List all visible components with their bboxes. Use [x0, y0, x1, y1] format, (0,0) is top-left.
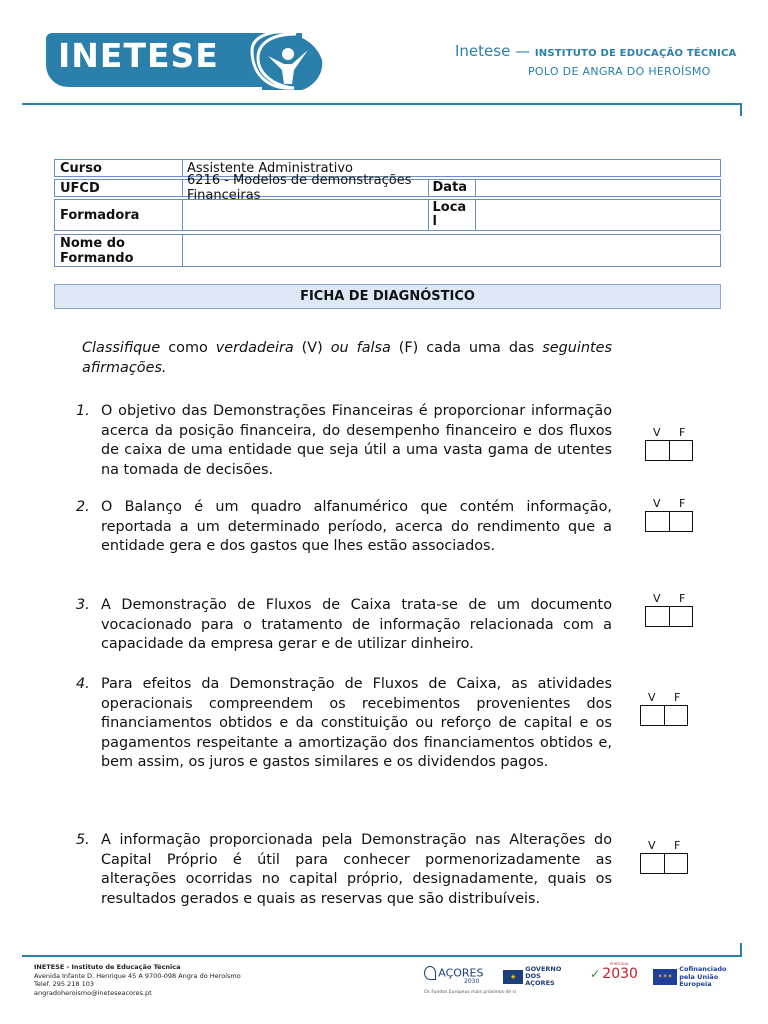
answer-boxes-q1: V F — [645, 426, 693, 461]
data-label: Data — [428, 180, 476, 196]
inetese-logo-text: INETESE — [58, 36, 219, 75]
question-2 — [76, 498, 612, 557]
formadora-field[interactable] — [183, 200, 428, 230]
inetese-person-emblem-icon — [244, 30, 326, 92]
question-1 — [76, 402, 612, 480]
true-checkbox[interactable] — [641, 706, 664, 725]
question-number: 3. — [76, 597, 90, 613]
instructions: Classifique como verdadeira (V) ou falsa (F) cada uma das seguintes afirmações. — [82, 340, 612, 376]
formadora-row — [54, 199, 721, 231]
eu-cofinancing-logo: ✶✶✶ Cofinanciado pela União Europeia — [653, 966, 737, 989]
question-4 — [76, 675, 612, 773]
question-number: 4. — [76, 676, 90, 692]
question-5 — [76, 831, 612, 909]
ufcd-row — [54, 173, 721, 203]
governo-flag-icon: ★ — [503, 970, 523, 984]
curso-field[interactable]: Assistente Administrativo — [187, 160, 353, 176]
form-title: FICHA DE DIAGNÓSTICO — [54, 284, 721, 309]
answer-boxes-q2: V F — [645, 497, 693, 532]
curso-label: Curso — [55, 160, 183, 176]
formadora-label: Formadora — [55, 200, 183, 230]
data-field[interactable] — [476, 180, 721, 196]
question-number: 5. — [76, 832, 90, 848]
footer-address: INETESE - Instituto de Educação Técnica Avenida Infante D. Henrique 45 A 9700-098 Angra do Heroísmo Telef. 295 218 103 angradoheroismo@ineteseacores.pt — [34, 963, 241, 997]
local-label: Loca l — [428, 200, 476, 230]
nome-label: Nome do Formando — [55, 235, 183, 266]
governo-acores-logo: ★ GOVERNO DOS AÇORES — [503, 966, 571, 987]
acores-emblem-icon — [424, 966, 436, 980]
local-field[interactable] — [476, 200, 721, 230]
question-text: A informação proporcionada pela Demonstração nas Alterações do Capital Próprio é útil para conhecer pormenorizadamente as alterações ocorridas no capital próprio, designadamente, quais os resultados gerados e quais as reservas que são distribuíveis. — [101, 832, 612, 907]
answer-boxes-q3: V F — [645, 592, 693, 627]
question-text: O objetivo das Demonstrações Financeiras é proporcionar informação acerca da posição financeira, do desempenho financeiro e dos fluxos de caixa de uma entidade que seja útil a uma vasta gama de utentes na tomada de decisões. — [101, 403, 612, 478]
ufcd-label: UFCD — [55, 180, 183, 196]
question-text: A Demonstração de Fluxos de Caixa trata-se de um documento vocacionado para o tratamento de informação relacionada com a capacidade da empresa gerar e de utilizar dinheiro. — [101, 597, 612, 652]
portugal-emblem-icon: ✓ — [590, 967, 601, 981]
ufcd-field[interactable]: 6216 - Modelos de demonstrações Financeiras — [187, 173, 412, 203]
eu-flag-icon: ✶✶✶ — [653, 969, 677, 985]
false-checkbox[interactable] — [669, 512, 693, 531]
false-checkbox[interactable] — [669, 607, 693, 626]
portugal-2030-logo: ✓ 2030 PORTUGAL — [590, 962, 638, 982]
false-checkbox[interactable] — [669, 441, 693, 460]
true-checkbox[interactable] — [646, 512, 669, 531]
true-checkbox[interactable] — [646, 441, 669, 460]
question-number: 2. — [76, 499, 90, 515]
question-3 — [76, 596, 612, 655]
header-divider — [22, 103, 742, 105]
false-checkbox[interactable] — [664, 854, 688, 873]
question-number: 1. — [76, 403, 90, 419]
false-checkbox[interactable] — [664, 706, 688, 725]
acores-2030-logo: AÇORES 2030 Os Fundos Europeus mais próximos de si — [424, 966, 517, 995]
answer-boxes-q4: V F — [640, 691, 688, 726]
question-text: Para efeitos da Demonstração de Fluxos de Caixa, as atividades operacionais compreendem os recebimentos provenientes dos financiamentos obtidos e da constituição ou reforço de capital e os pagamentos respeitante a amortização dos financiamentos obtidos e, bem assim, os juros e gastos similares e os dividendos pagos. — [101, 676, 612, 770]
nome-row — [54, 234, 721, 267]
true-checkbox[interactable] — [646, 607, 669, 626]
header-divider-corner — [740, 103, 742, 116]
true-checkbox[interactable] — [641, 854, 664, 873]
organization-unit: POLO DE ANGRA DO HEROÍSMO — [528, 65, 711, 78]
question-text: O Balanço é um quadro alfanumérico que contém informação, reportada a um determinado período, acerca do rendimento que a entidade gera e dos gastos que lhes estão associados. — [101, 499, 612, 554]
answer-boxes-q5: V F — [640, 839, 688, 874]
footer-divider — [22, 955, 742, 957]
nome-field[interactable] — [183, 235, 720, 266]
organization-title: Inetese — INSTITUTO DE EDUCAÇÃO TÉCNICA — [455, 42, 737, 60]
